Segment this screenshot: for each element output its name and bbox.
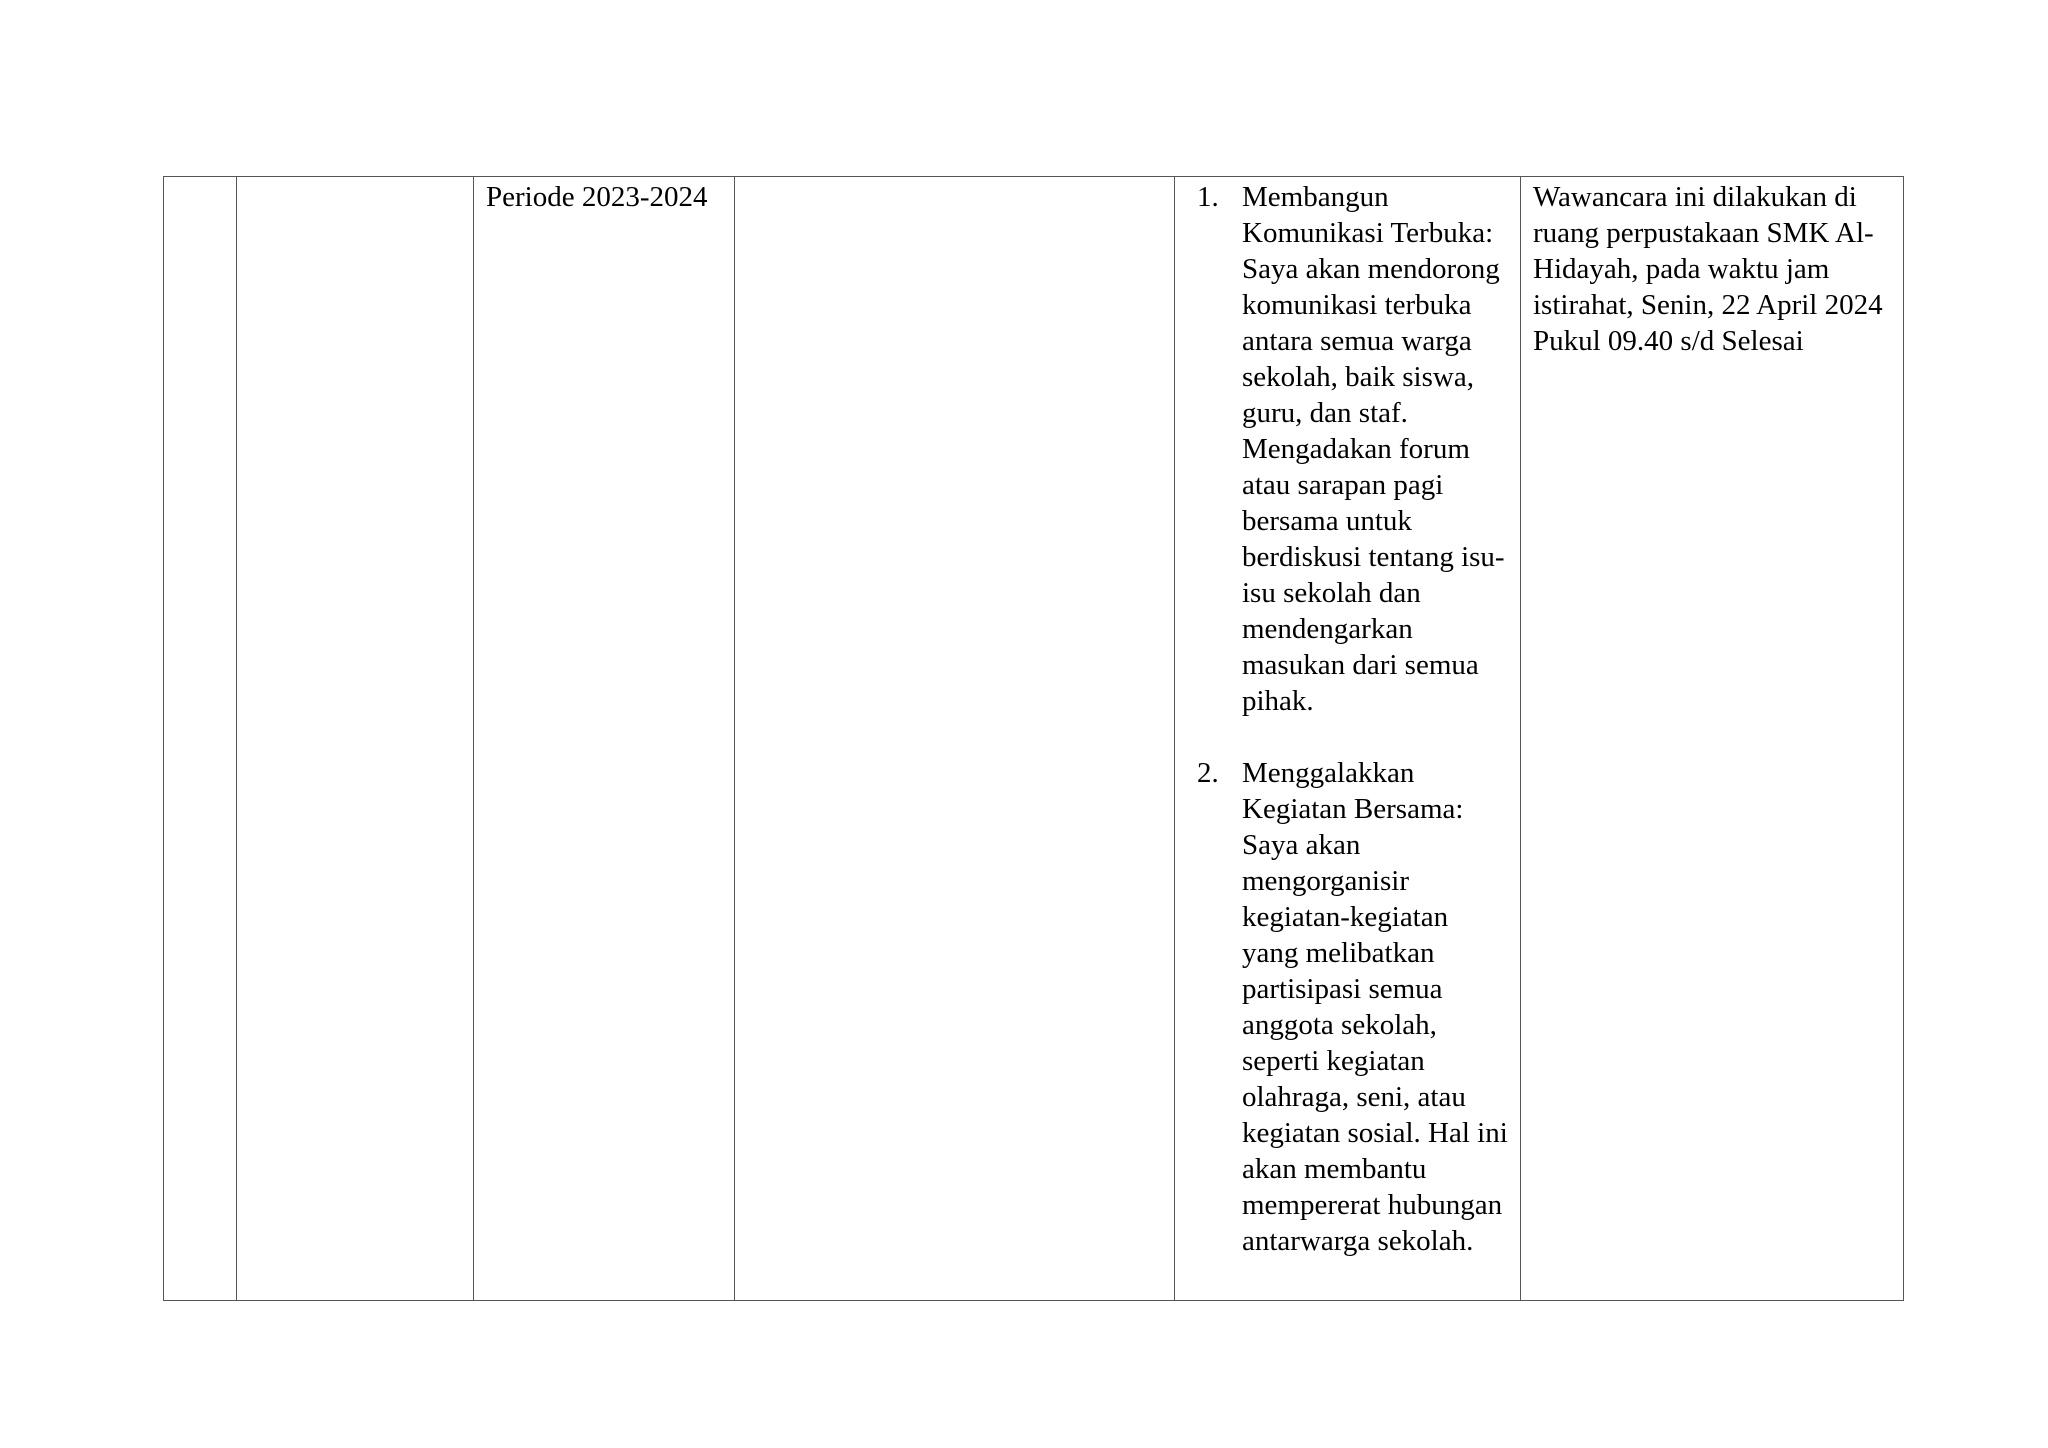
cell-informant <box>237 177 474 1301</box>
period-text: Periode 2023-2024 <box>486 181 708 213</box>
list-item <box>1175 179 1510 719</box>
interview-note-text: Wawancara ini dilakukan di ruang perpustakaan SMK Al-Hidayah, pada waktu jam istirahat, Senin, 22 April 2024 Pukul 09.40 s/d Selesai <box>1533 181 1883 357</box>
list-item-number: 2. <box>1197 757 1219 789</box>
cell-answer <box>1175 177 1521 1301</box>
list-item-text: Membangun Komunikasi Terbuka: Saya akan mendorong komunikasi terbuka antara semua warga sekolah, baik siswa, guru, dan staf. Mengadakan forum atau sarapan pagi bersama untuk berdiskusi tentang isu-isu sekolah dan mendengarkan masukan dari semua pihak. <box>1242 181 1505 717</box>
list-item-number: 1. <box>1197 181 1219 213</box>
cell-period <box>474 177 735 1301</box>
cell-number <box>164 177 237 1301</box>
list-item-text: Menggalakkan Kegiatan Bersama: Saya akan mengorganisir kegiatan-kegiatan yang melibatkan partisipasi semua anggota sekolah, seperti kegiatan olahraga, seni, atau kegiatan sosial. Hal ini akan membantu mempererat hubungan antarwarga sekolah. <box>1242 757 1508 1257</box>
cell-interview-note <box>1521 177 1904 1301</box>
cell-question <box>735 177 1175 1301</box>
list-item <box>1175 755 1510 1259</box>
strategy-list <box>1175 177 1520 1259</box>
interview-table <box>163 176 1904 1301</box>
table-row <box>164 177 1904 1301</box>
